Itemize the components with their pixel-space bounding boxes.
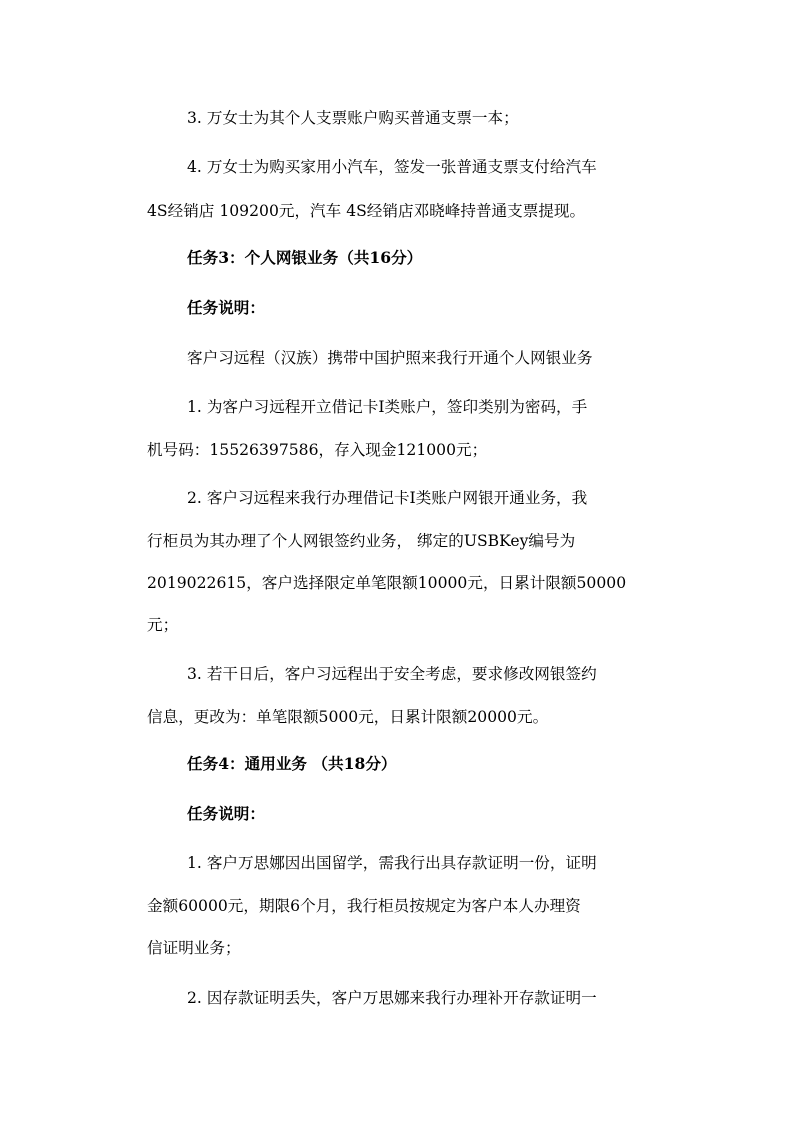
- paragraph-line: 2019022615，客户选择限定单笔限额10000元，日累计限额50000: [147, 574, 627, 592]
- paragraph-line: 机号码：15526397586，存入现金121000元；: [147, 441, 488, 459]
- paragraph-line: 3. 若干日后，客户习远程出于安全考虑，要求修改网银签约: [187, 665, 597, 683]
- paragraph-line: 3. 万女士为其个人支票账户购买普通支票一本；: [187, 109, 519, 127]
- paragraph-line: 1. 客户万思娜因出国留学，需我行出具存款证明一份，证明: [187, 854, 597, 872]
- paragraph-line: 元；: [147, 616, 179, 634]
- section-heading: 任务4：通用业务 （共18分）: [187, 754, 397, 773]
- paragraph-line: 金额60000元，期限6个月，我行柜员按规定为客户本人办理资: [147, 897, 581, 915]
- section-subheading: 任务说明：: [187, 804, 265, 823]
- paragraph-line: 客户习远程（汉族）携带中国护照来我行开通个人网银业务: [187, 349, 593, 367]
- section-subheading: 任务说明：: [187, 298, 265, 317]
- section-heading: 任务3：个人网银业务（共16分）: [187, 248, 423, 267]
- paragraph-line: 信息，更改为：单笔限额5000元，日累计限额20000元。: [147, 708, 549, 726]
- paragraph-line: 行柜员为其办理了个人网银签约业务， 绑定的USBKey编号为: [147, 532, 576, 550]
- paragraph-line: 信证明业务；: [147, 939, 241, 957]
- paragraph-line: 1. 为客户习远程开立借记卡Ⅰ类账户，签印类别为密码，手: [187, 398, 588, 416]
- paragraph-line: 2. 因存款证明丢失，客户万思娜来我行办理补开存款证明一: [187, 989, 597, 1007]
- paragraph-line: 2. 客户习远程来我行办理借记卡Ⅰ类账户网银开通业务，我: [187, 489, 588, 507]
- paragraph-line: 4S经销店 109200元，汽车 4S经销店邓晓峰持普通支票提现。: [147, 202, 586, 220]
- paragraph-line: 4. 万女士为购买家用小汽车，签发一张普通支票支付给汽车: [187, 158, 597, 176]
